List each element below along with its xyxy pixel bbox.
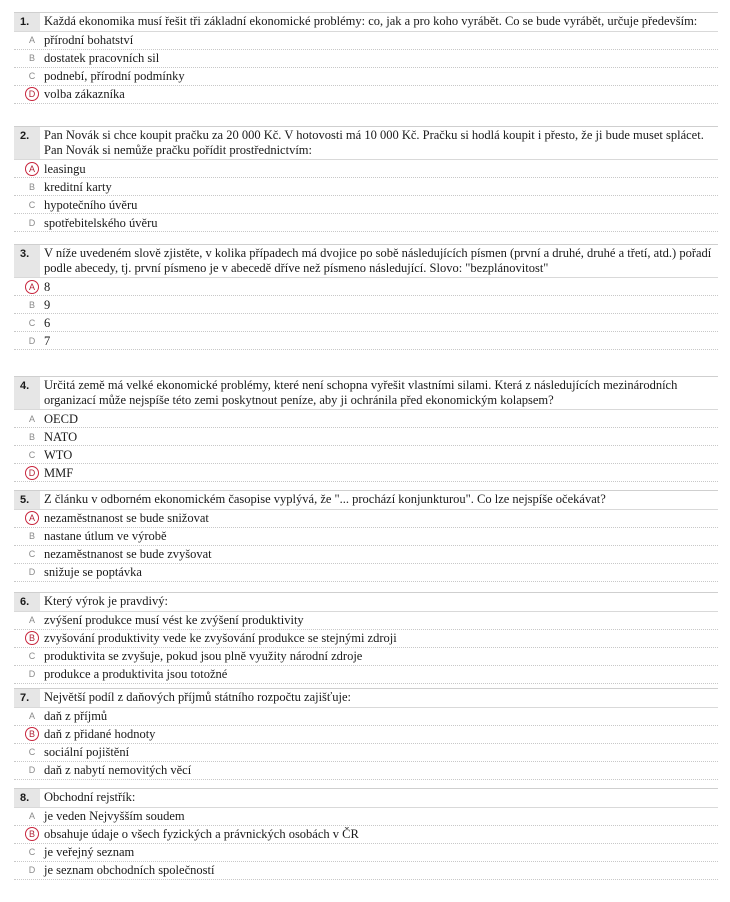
answer-option[interactable] bbox=[14, 196, 718, 214]
answer-option[interactable] bbox=[14, 528, 718, 546]
answer-option[interactable] bbox=[14, 32, 718, 50]
answer-text: produktivita se zvyšuje, pokud jsou plně využity národní zdroje bbox=[44, 649, 363, 663]
answer-letter: B bbox=[28, 181, 35, 192]
answer-option[interactable] bbox=[14, 160, 718, 178]
answer-text: OECD bbox=[44, 411, 79, 426]
answer-option[interactable] bbox=[14, 612, 718, 630]
question-text: V níže uvedeném slově zjistěte, v kolika případech má dvojice po sobě následujících písmen (první a druhé, druhé a třetí, atd.) pořadí podle abecedy, tj. první písmeno je v abecedě dříve než písmeno následující. Slovo: "bezplánovitost" bbox=[44, 246, 712, 275]
answer-text: hypotečního úvěru bbox=[44, 197, 138, 212]
question-header bbox=[14, 490, 718, 510]
answer-letter: C bbox=[28, 317, 36, 328]
answer-text: zvýšení produkce musí vést ke zvýšení produktivity bbox=[44, 613, 304, 627]
answer-option[interactable] bbox=[14, 410, 718, 428]
answer-text: spotřebitelského úvěru bbox=[44, 215, 158, 230]
answer-option[interactable] bbox=[14, 808, 718, 826]
answer-text: 9 bbox=[44, 297, 51, 312]
question-header bbox=[14, 788, 718, 808]
question-text: Každá ekonomika musí řešit tři základní ekonomické problémy: co, jak a pro koho vyrábět. Co se bude vyrábět, určuje především: bbox=[44, 14, 698, 28]
answer-letter: C bbox=[28, 747, 36, 757]
answer-option[interactable] bbox=[14, 68, 718, 86]
question-header bbox=[14, 592, 718, 612]
answer-letter: B bbox=[28, 531, 35, 541]
answer-letter-circled: B bbox=[25, 727, 39, 741]
answer-option[interactable] bbox=[14, 744, 718, 762]
answer-letter: C bbox=[28, 449, 36, 460]
answer-letter: C bbox=[28, 651, 36, 661]
answer-option[interactable] bbox=[14, 214, 718, 232]
answer-text: obsahuje údaje o všech fyzických a právnických osobách v ČR bbox=[44, 827, 359, 841]
answer-letter: B bbox=[28, 53, 35, 63]
answer-text: leasingu bbox=[44, 161, 86, 176]
question-header bbox=[14, 244, 718, 278]
answer-letter: D bbox=[28, 335, 36, 346]
answer-option[interactable] bbox=[14, 826, 718, 844]
answer-letter: D bbox=[28, 865, 36, 875]
answer-option[interactable] bbox=[14, 446, 718, 464]
answer-option[interactable] bbox=[14, 708, 718, 726]
answer-option[interactable] bbox=[14, 844, 718, 862]
answer-text: dostatek pracovních sil bbox=[44, 51, 160, 65]
answer-text: podnebí, přírodní podmínky bbox=[44, 69, 185, 83]
answer-letter: D bbox=[28, 567, 36, 577]
answer-letter-circled: D bbox=[25, 87, 39, 101]
answer-letter: D bbox=[28, 669, 36, 679]
answer-option[interactable] bbox=[14, 332, 718, 350]
answer-text: zvyšování produktivity vede ke zvyšování produkce se stejnými zdroji bbox=[44, 631, 397, 645]
answer-letter: C bbox=[28, 549, 36, 559]
answer-letter: A bbox=[28, 615, 35, 625]
question-number: 2. bbox=[14, 127, 40, 159]
answer-option[interactable] bbox=[14, 178, 718, 196]
answer-option[interactable] bbox=[14, 564, 718, 582]
answer-option[interactable] bbox=[14, 428, 718, 446]
answer-letter: D bbox=[28, 765, 36, 775]
question-block bbox=[14, 788, 718, 880]
answer-text: je veřejný seznam bbox=[44, 845, 135, 859]
answer-text: daň z přidané hodnoty bbox=[44, 727, 156, 741]
question-text: Z článku v odborném ekonomickém časopise vyplývá, že "... prochází konjunkturou". Co lze nejspíše očekávat? bbox=[44, 492, 606, 506]
answer-text: 7 bbox=[44, 333, 51, 348]
answer-option[interactable] bbox=[14, 464, 718, 482]
answer-letter-circled: A bbox=[25, 280, 39, 294]
answer-text: nastane útlum ve výrobě bbox=[44, 529, 167, 543]
answer-letter-circled: B bbox=[25, 631, 39, 645]
answer-text: NATO bbox=[44, 429, 78, 444]
answer-text: je veden Nejvyšším soudem bbox=[44, 809, 185, 823]
question-number: 3. bbox=[14, 245, 40, 277]
answer-letter-circled: B bbox=[25, 827, 39, 841]
answer-text: daň z příjmů bbox=[44, 709, 108, 723]
answer-option[interactable] bbox=[14, 314, 718, 332]
question-text: Pan Novák si chce koupit pračku za 20 000 Kč. V hotovosti má 10 000 Kč. Pračku si hodlá koupit i přesto, že ji bude muset splácet. Pan Novák si nemůže pračku pořídit prostřednictvím: bbox=[44, 128, 704, 157]
answer-text: sociální pojištění bbox=[44, 745, 130, 759]
question-block bbox=[14, 12, 718, 104]
answer-text: daň z nabytí nemovitých věcí bbox=[44, 763, 192, 777]
question-block bbox=[14, 688, 718, 780]
question-header bbox=[14, 688, 718, 708]
answer-text: kreditní karty bbox=[44, 179, 112, 194]
answer-text: nezaměstnanost se bude snižovat bbox=[44, 511, 209, 525]
answer-option[interactable] bbox=[14, 510, 718, 528]
question-text: Který výrok je pravdivý: bbox=[44, 594, 168, 608]
answer-text: přírodní bohatství bbox=[44, 33, 134, 47]
answer-text: produkce a produktivita jsou totožné bbox=[44, 667, 228, 681]
answer-text: 8 bbox=[44, 279, 51, 294]
answer-option[interactable] bbox=[14, 630, 718, 648]
answer-letter-circled: A bbox=[25, 162, 39, 176]
answer-text: je seznam obchodních společností bbox=[44, 863, 215, 877]
answer-letter: A bbox=[28, 811, 35, 821]
answer-option[interactable] bbox=[14, 762, 718, 780]
answer-text: 6 bbox=[44, 315, 51, 330]
question-block bbox=[14, 376, 718, 482]
answer-letter: A bbox=[28, 413, 35, 424]
question-number: 7. bbox=[14, 689, 40, 707]
answer-text: nezaměstnanost se bude zvyšovat bbox=[44, 547, 212, 561]
answer-option[interactable] bbox=[14, 648, 718, 666]
question-number: 4. bbox=[14, 377, 40, 409]
answer-option[interactable] bbox=[14, 278, 718, 296]
question-text: Obchodní rejstřík: bbox=[44, 790, 136, 804]
answer-text: WTO bbox=[44, 447, 73, 462]
question-block bbox=[14, 244, 718, 350]
answer-letter: C bbox=[28, 71, 36, 81]
question-text: Největší podíl z daňových příjmů státního rozpočtu zajišťuje: bbox=[44, 690, 352, 704]
question-block bbox=[14, 126, 718, 232]
answer-letter: B bbox=[28, 299, 35, 310]
answer-text: volba zákazníka bbox=[44, 87, 125, 101]
question-number: 5. bbox=[14, 491, 40, 509]
answer-text: MMF bbox=[44, 465, 74, 480]
answer-option[interactable] bbox=[14, 862, 718, 880]
question-number: 8. bbox=[14, 789, 40, 807]
answer-option[interactable] bbox=[14, 296, 718, 314]
question-block bbox=[14, 490, 718, 582]
question-number: 6. bbox=[14, 593, 40, 611]
answer-letter-circled: A bbox=[25, 511, 39, 525]
question-header bbox=[14, 12, 718, 32]
answer-letter: B bbox=[28, 431, 35, 442]
answer-option[interactable] bbox=[14, 50, 718, 68]
answer-letter: C bbox=[28, 199, 36, 210]
question-number: 1. bbox=[14, 13, 40, 31]
answer-option[interactable] bbox=[14, 726, 718, 744]
answer-text: snižuje se poptávka bbox=[44, 565, 142, 579]
answer-letter: A bbox=[28, 35, 35, 45]
answer-letter-circled: D bbox=[25, 466, 39, 480]
question-header bbox=[14, 126, 718, 160]
answer-letter: C bbox=[28, 847, 36, 857]
question-header bbox=[14, 376, 718, 410]
question-block bbox=[14, 592, 718, 684]
answer-letter: D bbox=[28, 217, 36, 228]
question-text: Určitá země má velké ekonomické problémy, které není schopna vyřešit vlastními silami. Která z následujících mezinárodních organizací může nejspíše této zemi poskytnout peníze, aby ji ochránila před ekonomickým kolapsem? bbox=[44, 378, 678, 407]
answer-option[interactable] bbox=[14, 666, 718, 684]
answer-option[interactable] bbox=[14, 546, 718, 564]
answer-letter: A bbox=[28, 711, 35, 721]
answer-option[interactable] bbox=[14, 86, 718, 104]
